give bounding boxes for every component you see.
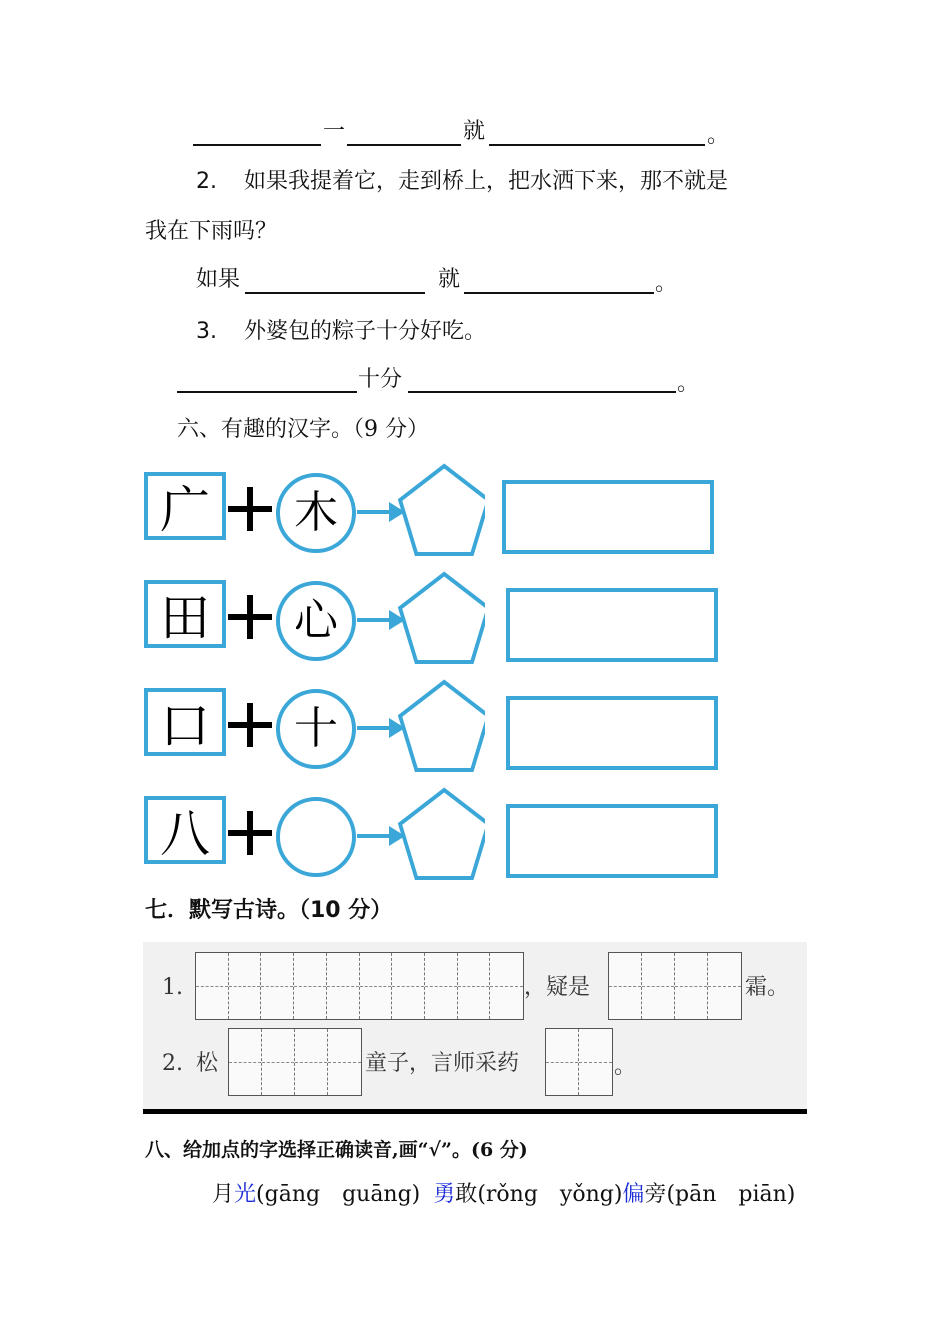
- grid-cell[interactable]: [546, 1029, 579, 1095]
- grid-cell[interactable]: [229, 1029, 262, 1095]
- poem-grid-2b[interactable]: [545, 1028, 613, 1096]
- right-character-circle: [276, 473, 356, 553]
- q1-period: 。: [707, 123, 730, 148]
- grid-cell[interactable]: [261, 953, 294, 1019]
- right-character: 木: [294, 487, 338, 538]
- left-character-box: [144, 472, 226, 540]
- poem-line2-end: 。: [614, 1054, 637, 1079]
- grid-cell[interactable]: [294, 953, 327, 1019]
- q2-text-line1: 如果我提着它，走到桥上，把水洒下来，那不就是: [244, 169, 729, 194]
- poem-grid-1b[interactable]: [608, 952, 742, 1020]
- word3-highlight: 偏: [622, 1182, 645, 1207]
- word1-prefix: 月: [212, 1182, 235, 1207]
- blank[interactable]: [245, 292, 425, 294]
- q1-mid-word: 一: [323, 119, 346, 144]
- blank[interactable]: [464, 292, 654, 294]
- word2-highlight: 勇: [433, 1182, 456, 1207]
- poem-line2-start: 松: [196, 1051, 219, 1076]
- grid-cell[interactable]: [327, 953, 360, 1019]
- right-character-circle: [276, 689, 356, 769]
- grid-cell[interactable]: [360, 953, 393, 1019]
- section-7-title: 七．默写古诗。（10 分）: [145, 898, 393, 923]
- section-8-title: 八、给加点的字选择正确读音,画“√”。(6 分): [145, 1139, 528, 1161]
- answer-box[interactable]: [502, 480, 714, 554]
- grid-cell[interactable]: [295, 1029, 328, 1095]
- left-character: 口: [160, 697, 210, 755]
- right-character: 心: [294, 595, 338, 646]
- grid-cell[interactable]: [425, 953, 458, 1019]
- grid-cell[interactable]: [675, 953, 708, 1019]
- arrow-and-pentagon: [355, 678, 485, 778]
- word1-options[interactable]: (gāng guāng): [256, 1182, 421, 1207]
- left-character: 广: [160, 481, 210, 539]
- q3-mid-word: 十分: [358, 367, 403, 392]
- grid-cell[interactable]: [229, 953, 262, 1019]
- word3-options[interactable]: (pān piān): [666, 1182, 796, 1207]
- answer-box[interactable]: [506, 588, 718, 662]
- poem-line1-mid: ，疑是: [524, 975, 591, 1000]
- grid-cell[interactable]: [609, 953, 642, 1019]
- word2-options[interactable]: (rǒng yǒng): [477, 1182, 623, 1207]
- grid-cell[interactable]: [708, 953, 741, 1019]
- plus-icon: [228, 595, 272, 639]
- grid-cell[interactable]: [458, 953, 491, 1019]
- poem-grid-2a[interactable]: [228, 1028, 362, 1096]
- q2-start-word: 如果: [196, 267, 241, 292]
- grid-cell[interactable]: [490, 953, 523, 1019]
- right-character-circle: [276, 581, 356, 661]
- left-character: 田: [160, 589, 210, 647]
- section-6-title: 六、有趣的汉字。（9 分）: [177, 417, 429, 442]
- arrow-and-pentagon: [355, 462, 485, 562]
- left-character-box: [144, 688, 226, 756]
- q3-period: 。: [677, 371, 700, 396]
- poem-line2-number: 2.: [162, 1051, 183, 1076]
- pentagon-answer-shape: [400, 574, 485, 662]
- q2-period: 。: [655, 271, 678, 296]
- blank[interactable]: [177, 391, 357, 393]
- plus-icon: [228, 703, 272, 747]
- poem-line1-end: 霜。: [745, 975, 790, 1000]
- pentagon-answer-shape: [400, 682, 485, 770]
- q3-number: 3.: [196, 319, 217, 344]
- left-character-box: [144, 580, 226, 648]
- blank[interactable]: [347, 144, 461, 146]
- answer-box[interactable]: [506, 804, 718, 878]
- grid-cell[interactable]: [196, 953, 229, 1019]
- word2-suffix: 敢: [455, 1182, 478, 1207]
- pentagon-answer-shape: [400, 466, 485, 554]
- plus-icon: [228, 487, 272, 531]
- poem-grid-1a[interactable]: [195, 952, 524, 1020]
- q2-mid-word: 就: [438, 267, 461, 292]
- left-character-box: [144, 796, 226, 864]
- q2-number: 2.: [196, 169, 217, 194]
- grid-cell[interactable]: [328, 1029, 361, 1095]
- arrow-and-pentagon: [355, 786, 485, 886]
- left-character: 八: [160, 805, 210, 863]
- word1-highlight: 光: [234, 1182, 257, 1207]
- grid-cell[interactable]: [392, 953, 425, 1019]
- q3-text: 外婆包的粽子十分好吃。: [244, 319, 487, 344]
- q2-text-line2: 我在下雨吗？: [145, 219, 278, 244]
- grid-cell[interactable]: [579, 1029, 612, 1095]
- answer-box[interactable]: [506, 696, 718, 770]
- grid-cell[interactable]: [262, 1029, 295, 1095]
- pentagon-answer-shape: [400, 790, 485, 878]
- right-character-circle[interactable]: [276, 797, 356, 877]
- blank[interactable]: [193, 144, 321, 146]
- right-character: 十: [294, 703, 338, 754]
- poem-divider: [143, 1109, 807, 1114]
- poem-line2-mid: 童子，言师采药: [365, 1051, 520, 1076]
- poem-line1-number: 1.: [162, 975, 183, 1000]
- arrow-and-pentagon: [355, 570, 485, 670]
- word3-suffix: 旁: [644, 1182, 667, 1207]
- grid-cell[interactable]: [642, 953, 675, 1019]
- blank[interactable]: [408, 391, 676, 393]
- pinyin-choices: [212, 1181, 795, 1209]
- q1-end-word: 就: [463, 119, 486, 144]
- blank[interactable]: [489, 144, 705, 146]
- plus-icon: [228, 811, 272, 855]
